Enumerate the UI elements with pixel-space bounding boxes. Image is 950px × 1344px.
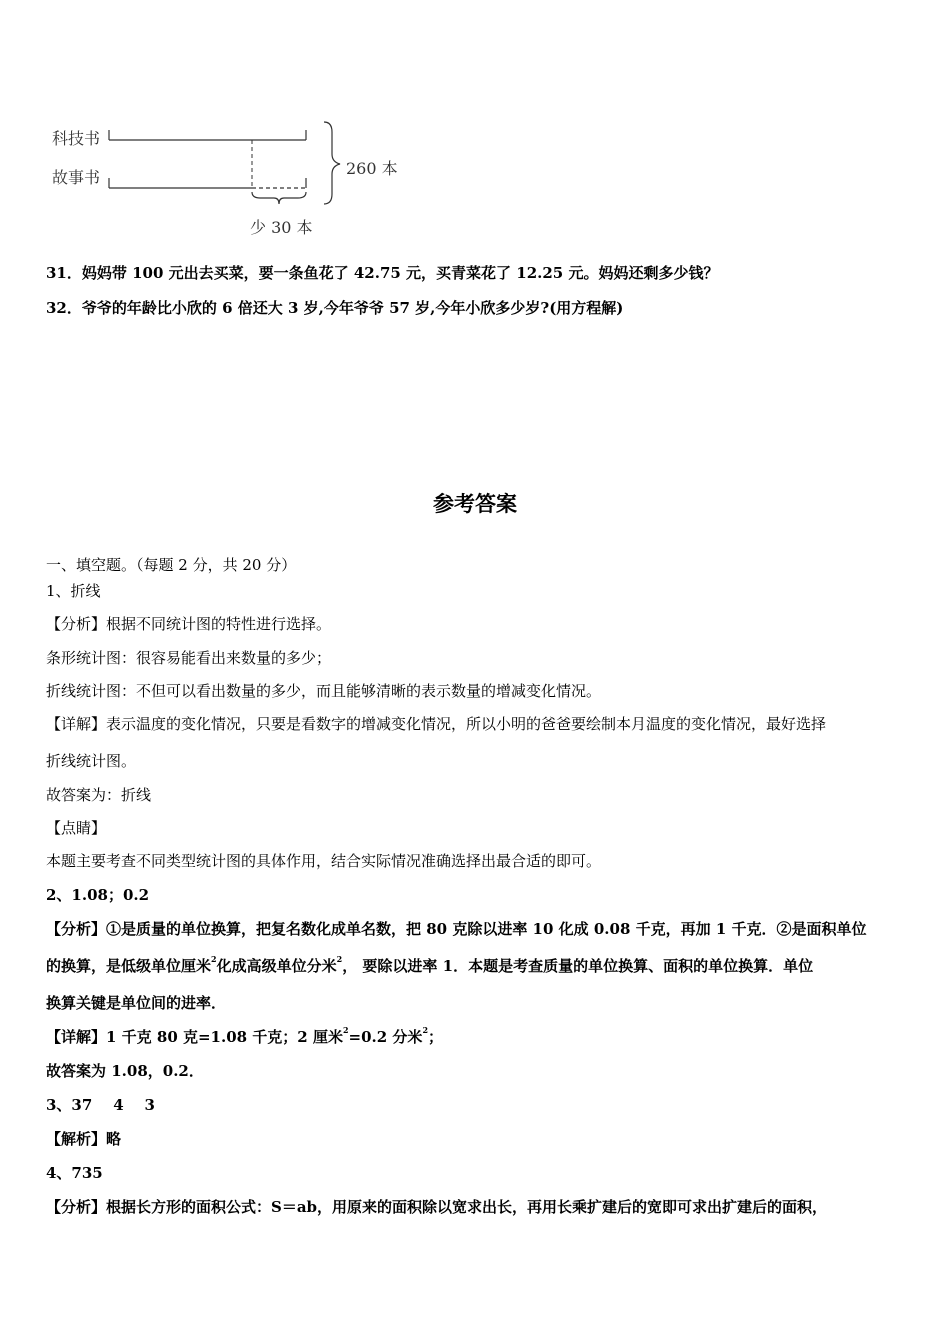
superscript-2: 2 xyxy=(342,1025,349,1035)
question-31: 31．妈妈带 100 元出去买菜，要一条鱼花了 42.75 元，买青菜花了 12.25 元。妈妈还剩多少钱？ xyxy=(46,264,719,282)
total-brace xyxy=(324,122,340,204)
answer-1-tip-text: 本题主要考查不同类型统计图的具体作用，结合实际情况准确选择出最合适的即可。 xyxy=(46,852,602,870)
answer-3-number: 3、37 4 3 xyxy=(46,1096,155,1114)
superscript-2: 2 xyxy=(422,1025,429,1035)
answer-2-analysis-line3: 换算关键是单位间的进率． xyxy=(46,994,227,1012)
answer-1-detail-line1: 【详解】表示温度的变化情况，只要是看数字的增减变化情况，所以小明的爸爸要绘制本月温度的变化情况，最好选择 xyxy=(46,715,827,733)
difference-brace xyxy=(252,192,306,204)
story-book-label: 故事书 xyxy=(52,168,101,187)
answer-2-number: 2、1.08；0.2 xyxy=(46,886,150,904)
answer-2-result: 故答案为 1.08，0.2． xyxy=(46,1062,204,1080)
superscript-2: 2 xyxy=(211,954,217,964)
answer-1-tip-label: 【点睛】 xyxy=(46,819,107,837)
answer-1-number: 1、折线 xyxy=(46,582,101,600)
answer-1-analysis: 【分析】根据不同统计图的特性进行选择。 xyxy=(46,615,332,633)
answer-4-analysis: 【分析】根据长方形的面积公式：S＝ab，用原来的面积除以宽求出长，再用长乘扩建后的宽即可求出扩建后的面积， xyxy=(46,1198,828,1216)
question-32: 32．爷爷的年龄比小欣的 6 倍还大 3 岁,今年爷爷 57 岁,今年小欣多少岁?(用方程解) xyxy=(46,299,624,317)
answer-title: 参考答案 xyxy=(433,491,517,516)
science-book-label: 科技书 xyxy=(52,129,101,148)
answer-1-line-chart: 折线统计图：不但可以看出数量的多少，而且能够清晰的表示数量的增减变化情况。 xyxy=(46,682,602,700)
answer-1-detail-line2: 折线统计图。 xyxy=(46,752,137,770)
superscript-2: 2 xyxy=(336,954,343,964)
answer-4-number: 4、735 xyxy=(46,1164,103,1182)
answer-1-result: 故答案为：折线 xyxy=(46,786,152,804)
answer-3-analysis: 【解析】略 xyxy=(46,1130,122,1148)
total-label: 260 本 xyxy=(346,159,398,178)
answer-2-analysis-line2: 的换算，是低级单位厘米$^2$化成高级单位分米$^2$， 要除以进率 1．本题是考查质量的单位换算、面积的单位换算．单位 xyxy=(46,954,814,975)
answer-2-analysis-line1: 【分析】①是质量的单位换算，把复名数化成单名数，把 80 克除以进率 10 化成 0.08 千克，再加 1 千克．②是面积单位 xyxy=(46,920,867,938)
difference-label: 少 30 本 xyxy=(250,218,313,237)
section-heading: 一、填空题。（每题 2 分，共 20 分） xyxy=(46,556,297,574)
answer-1-bar-chart: 条形统计图：很容易能看出来数量的多少； xyxy=(46,649,332,667)
line-segment-diagram xyxy=(40,110,420,240)
answer-2-detail: 【详解】1 千克 80 克=1.08 千克；2 厘米$^2$=0.2 分米$^2$； xyxy=(46,1025,444,1046)
